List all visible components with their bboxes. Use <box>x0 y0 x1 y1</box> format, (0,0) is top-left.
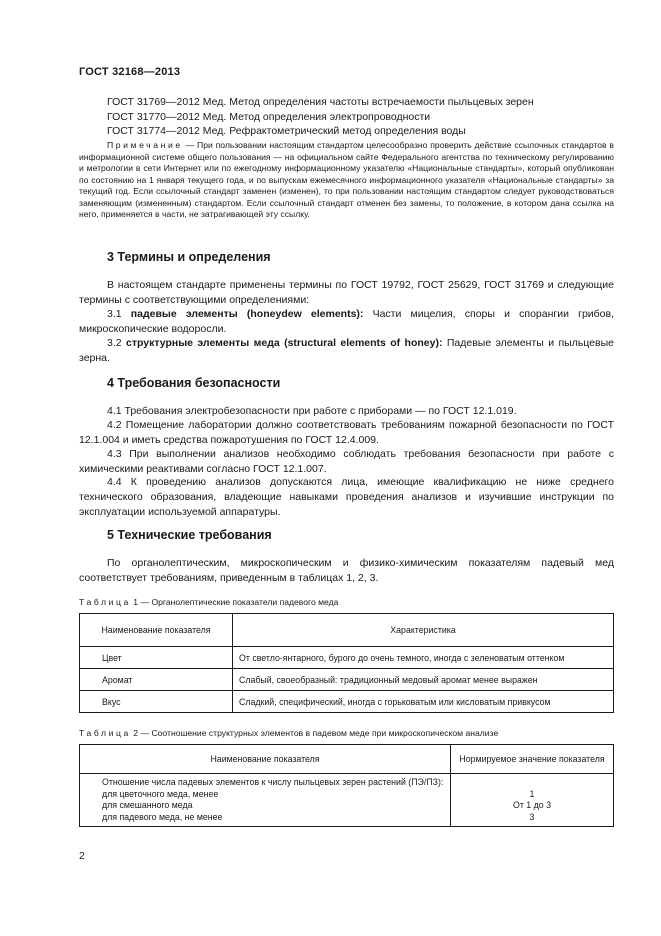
column-header: Нормируемое значение показателя <box>451 745 614 774</box>
section-3-heading: 3 Термины и определения <box>107 250 271 264</box>
term-name: структурные элементы меда (structural elements of honey): <box>125 337 443 349</box>
term-number: 3.2 <box>107 337 126 349</box>
note-text: — При пользовании настоящим стандартом целесообразно проверить действие ссылочных стандартов в информационной системе общего пользования — на официальном сайте Федерального агентства по техническому регулированию и метрологии в сети Интернет или по ежегодному информационному указателю «Национальные стандарты», который опубликован по состоянию на 1 января текущего года, и по выпускам ежемесячного информационного указателя «Национальные стандарты» за текущий год. Если ссылочный стандарт заменен (изменен), то при пользовании настоящим стандартом следует руководствоваться заменяющим (измененным) стандартом. Если ссылочный стандарт отменен без замены, то положение, в котором дана ссылка на него, применяется в части, не затрагивающей эту ссылку. <box>79 140 614 219</box>
paragraph-4-4: 4.4 К проведению анализов допускаются лица, имеющие квалификацию не ниже среднего технического образования, владеющие навыками проведения анализов и изучившие инструкции по эксплуатации используемой аппаратуры. <box>79 476 614 518</box>
indicator-value: От 1 до 3 <box>512 800 551 810</box>
table-cell <box>80 774 451 827</box>
table-cell: Вкус <box>80 691 233 713</box>
term-definition: Части мицелия, споры и спорангии грибов, микроскопические водоросли. <box>79 308 614 335</box>
table-row <box>80 774 614 827</box>
table-label: Таблица <box>79 597 131 607</box>
page-number: 2 <box>79 850 85 862</box>
note-paragraph <box>79 140 614 221</box>
note-label: Примечание <box>107 140 183 150</box>
indicator-value: 1 <box>529 788 535 799</box>
table-2-caption <box>79 728 498 738</box>
indicator-name: Отношение числа падевых элементов к числу пыльцевых зерен растений (ПЭ/ПЗ): <box>102 777 444 787</box>
table-cell: Слабый, своеобразный: традиционный медовый аромат менее выражен <box>233 669 614 691</box>
term-definition: Падевые элементы и пыльцевые зерна. <box>79 337 614 364</box>
table-cell: Сладкий, специфический, иногда с горьковатым или кисловатым привкусом <box>233 691 614 713</box>
table-row <box>80 647 614 669</box>
section-3-intro: В настоящем стандарте применены термины по ГОСТ 19792, ГОСТ 25629, ГОСТ 31769 и следующие термины с соответствующими определениями: <box>79 279 614 306</box>
reference-list <box>107 95 534 139</box>
reference-item: ГОСТ 31770—2012 Мед. Метод определения электропроводности <box>107 110 431 123</box>
table-1 <box>79 613 614 713</box>
column-header: Наименование показателя <box>80 614 233 647</box>
table-cell: Цвет <box>80 647 233 669</box>
reference-item: ГОСТ 31769—2012 Мед. Метод определения частоты встречаемости пыльцевых зерен <box>107 96 534 108</box>
term-number: 3.1 <box>107 308 131 320</box>
table-cell: От светло-янтарного, бурого до очень темного, иногда с зеленоватым оттенком <box>233 647 614 669</box>
table-header-row <box>80 614 614 647</box>
table-cell <box>451 774 614 827</box>
section-5-heading: 5 Технические требования <box>107 528 272 542</box>
table-cell: Аромат <box>80 669 233 691</box>
paragraph-4-3: 4.3 При выполнении анализов необходимо соблюдать требования безопасности при работе с химическими реактивами согласно ГОСТ 12.1.007. <box>79 448 614 475</box>
column-header: Наименование показателя <box>80 745 451 774</box>
table-header-row <box>80 745 614 774</box>
indicator-value: 3 <box>529 811 535 822</box>
table-row <box>80 691 614 713</box>
reference-item: ГОСТ 31774—2012 Мед. Рефрактометрический метод определения воды <box>107 125 466 137</box>
table-label: Таблица <box>79 728 131 738</box>
indicator-subitem: для падевого меда, не менее <box>102 811 223 822</box>
indicator-subitem: для цветочного меда, менее <box>102 788 219 799</box>
table-row <box>80 669 614 691</box>
term-3-2 <box>79 336 614 366</box>
table-caption-text: 1 — Органолептические показатели падевого меда <box>130 597 339 607</box>
table-2 <box>79 744 614 827</box>
term-3-1 <box>79 307 614 337</box>
page-header: ГОСТ 32168—2013 <box>79 66 181 78</box>
section-4-heading: 4 Требования безопасности <box>107 376 281 390</box>
table-1-caption <box>79 597 338 607</box>
column-header: Характеристика <box>233 614 614 647</box>
term-name: падевые элементы (honeydew elements): <box>130 308 364 320</box>
paragraph-4-2: 4.2 Помещение лаборатории должно соответствовать требованиям пожарной безопасности по ГОСТ 12.1.004 и иметь средства пожаротушения по ГОСТ 12.4.009. <box>79 419 614 446</box>
indicator-subitem: для смешанного меда <box>102 800 193 810</box>
paragraph-5-intro: По органолептическим, микроскопическим и физико-химическим показателям падевый мед соответствует требованиям, приведенным в таблицах 1, 2, 3. <box>79 557 614 584</box>
table-caption-text: 2 — Соотношение структурных элементов в падевом меде при микроскопическом анализе <box>130 728 499 738</box>
paragraph-4-1: 4.1 Требования электробезопасности при работе с приборами — по ГОСТ 12.1.019. <box>107 405 517 417</box>
